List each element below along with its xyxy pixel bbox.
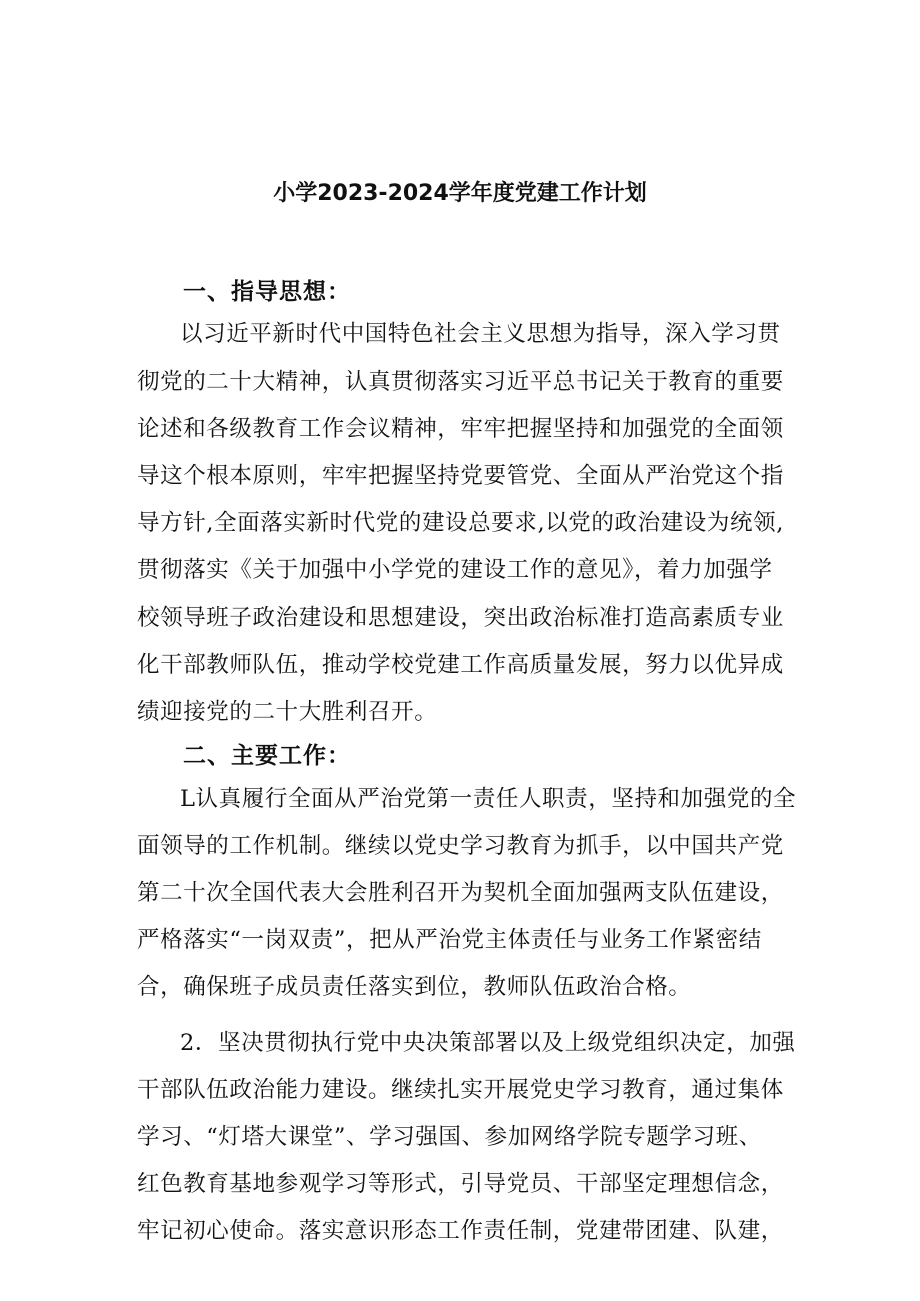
paragraph-line: 化干部教师队伍，推动学校党建工作高质量发展，努力以优异成 <box>137 652 784 678</box>
paragraph-line: 严格落实“一岗双责”，把从严治党主体责任与业务工作紧密结 <box>137 927 762 953</box>
paragraph-line: 干部队伍政治能力建设。继续扎实开展党史学习教育，通过集体 <box>137 1077 784 1103</box>
paragraph-line: 以习近平新时代中国特色社会主义思想为指导，深入学习贯 <box>180 321 781 347</box>
document-title: 小学2023-2024学年度党建工作计划 <box>273 181 647 206</box>
paragraph-line: 合，确保班子成员责任落实到位，教师队伍政治合格。 <box>137 974 692 1000</box>
paragraph-line: 2．坚决贯彻执行党中央决策部署以及上级党组织决定，加强 <box>180 1030 796 1056</box>
paragraph-line: 彻党的二十大精神，认真贯彻落实习近平总书记关于教育的重要 <box>137 369 784 395</box>
paragraph-line: 绩迎接党的二十大胜利召开。 <box>137 699 438 725</box>
section-heading-guiding-ideology: 一、指导思想： <box>183 279 351 305</box>
paragraph-line: 学习、“灯塔大课堂”、学习强国、参加网络学院专题学习班、 <box>137 1124 762 1150</box>
paragraph-line: 贯彻落实《关于加强中小学党的建设工作的意见》，着力加强学 <box>137 557 773 583</box>
paragraph-line: L认真履行全面从严治党第一责任人职责，坚持和加强党的全 <box>180 786 797 812</box>
paragraph-line: 校领导班子政治建设和思想建设，突出政治标准打造高素质专业 <box>137 605 784 631</box>
paragraph-line: 牢记初心使命。落实意识形态工作责任制，党建带团建、队建， <box>137 1218 784 1244</box>
paragraph-line: 面领导的工作机制。继续以党史学习教育为抓手，以中国共产党 <box>137 833 784 859</box>
paragraph-line: 红色教育基地参观学习等形式，引导党员、干部坚定理想信念， <box>137 1171 784 1197</box>
paragraph-line: 论述和各级教育工作会议精神，牢牢把握坚持和加强党的全面领 <box>137 416 784 442</box>
paragraph-line: 导这个根本原则，牢牢把握坚持党要管党、全面从严治党这个指 <box>137 463 784 489</box>
paragraph-line: 导方针,全面落实新时代党的建设总要求,以党的政治建设为统领, <box>137 510 784 536</box>
section-heading-main-work: 二、主要工作： <box>183 743 351 769</box>
paragraph-line: 第二十次全国代表大会胜利召开为契机全面加强两支队伍建设， <box>137 880 784 906</box>
